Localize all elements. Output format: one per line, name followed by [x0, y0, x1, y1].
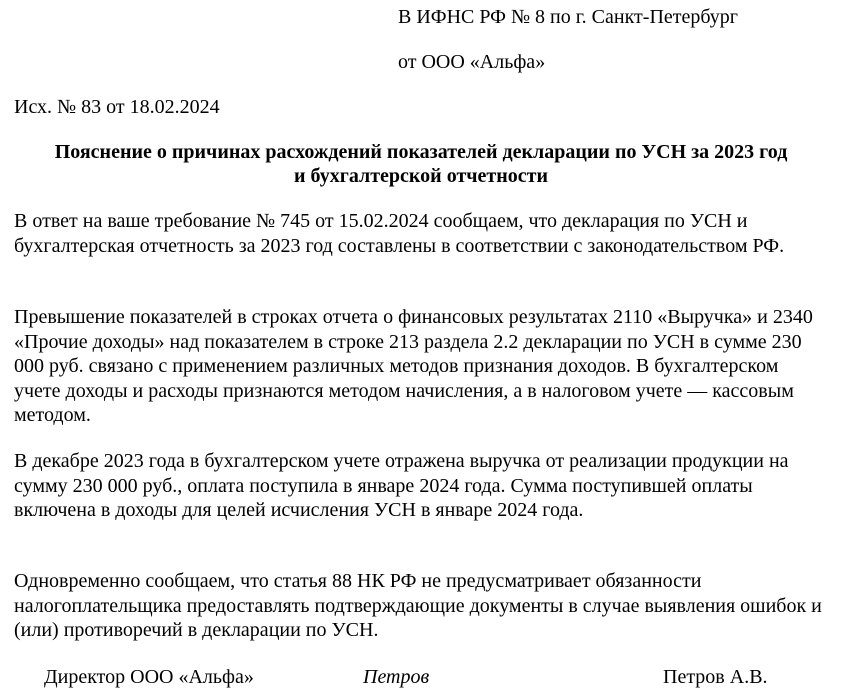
addressee-tax-office: В ИФНС РФ № 8 по г. Санкт-Петербург: [398, 6, 739, 28]
body-paragraph-2: Превышение показателей в строках отчета о финансовых результатах 2110 «Выручка» и 2340 «Прочие доходы» над показателем в строке 213 раздела 2.2 декларации по УСН в сумме 230 000 руб. связано с применением различных методов признания доходов. В бухгалтерском учете доходы и расходы признаются методом начисления, а в налоговом учете — кассовым методом.: [14, 306, 813, 426]
handwritten-signature: Петров: [363, 666, 430, 688]
body-paragraph-4: Одновременно сообщаем, что статья 88 НК РФ не предусматривает обязанности налогоплательщика предоставлять подтверждающие документы в случае выявления ошибок и (или) противоречий в декларации по УСН.: [14, 570, 822, 641]
signatory-name: Петров А.В.: [663, 666, 768, 688]
document-title: [14, 140, 828, 188]
title-line-1: Пояснение о причинах расхождений показателей декларации по УСН за 2023 год: [54, 141, 788, 163]
title-line-2: и бухгалтерской отчетности: [293, 165, 548, 187]
outgoing-reference: Исх. № 83 от 18.02.2024: [14, 96, 220, 118]
signature-block: [0, 665, 842, 691]
body-paragraph-3: В декабре 2023 года в бухгалтерском учете отражена выручка от реализации продукции на сумму 230 000 руб., оплата поступила в январе 2024 года. Сумма поступившей оплаты включена в доходы для целей исчисления УСН в январе 2024 года.: [14, 450, 789, 521]
signatory-position: Директор ООО «Альфа»: [44, 666, 254, 688]
addressee-sender: от ООО «Альфа»: [398, 51, 546, 73]
body-paragraph-1: В ответ на ваше требование № 745 от 15.02.2024 сообщаем, что декларация по УСН и бухгалтерская отчетность за 2023 год составлены в соответствии с законодательством РФ.: [14, 210, 785, 257]
